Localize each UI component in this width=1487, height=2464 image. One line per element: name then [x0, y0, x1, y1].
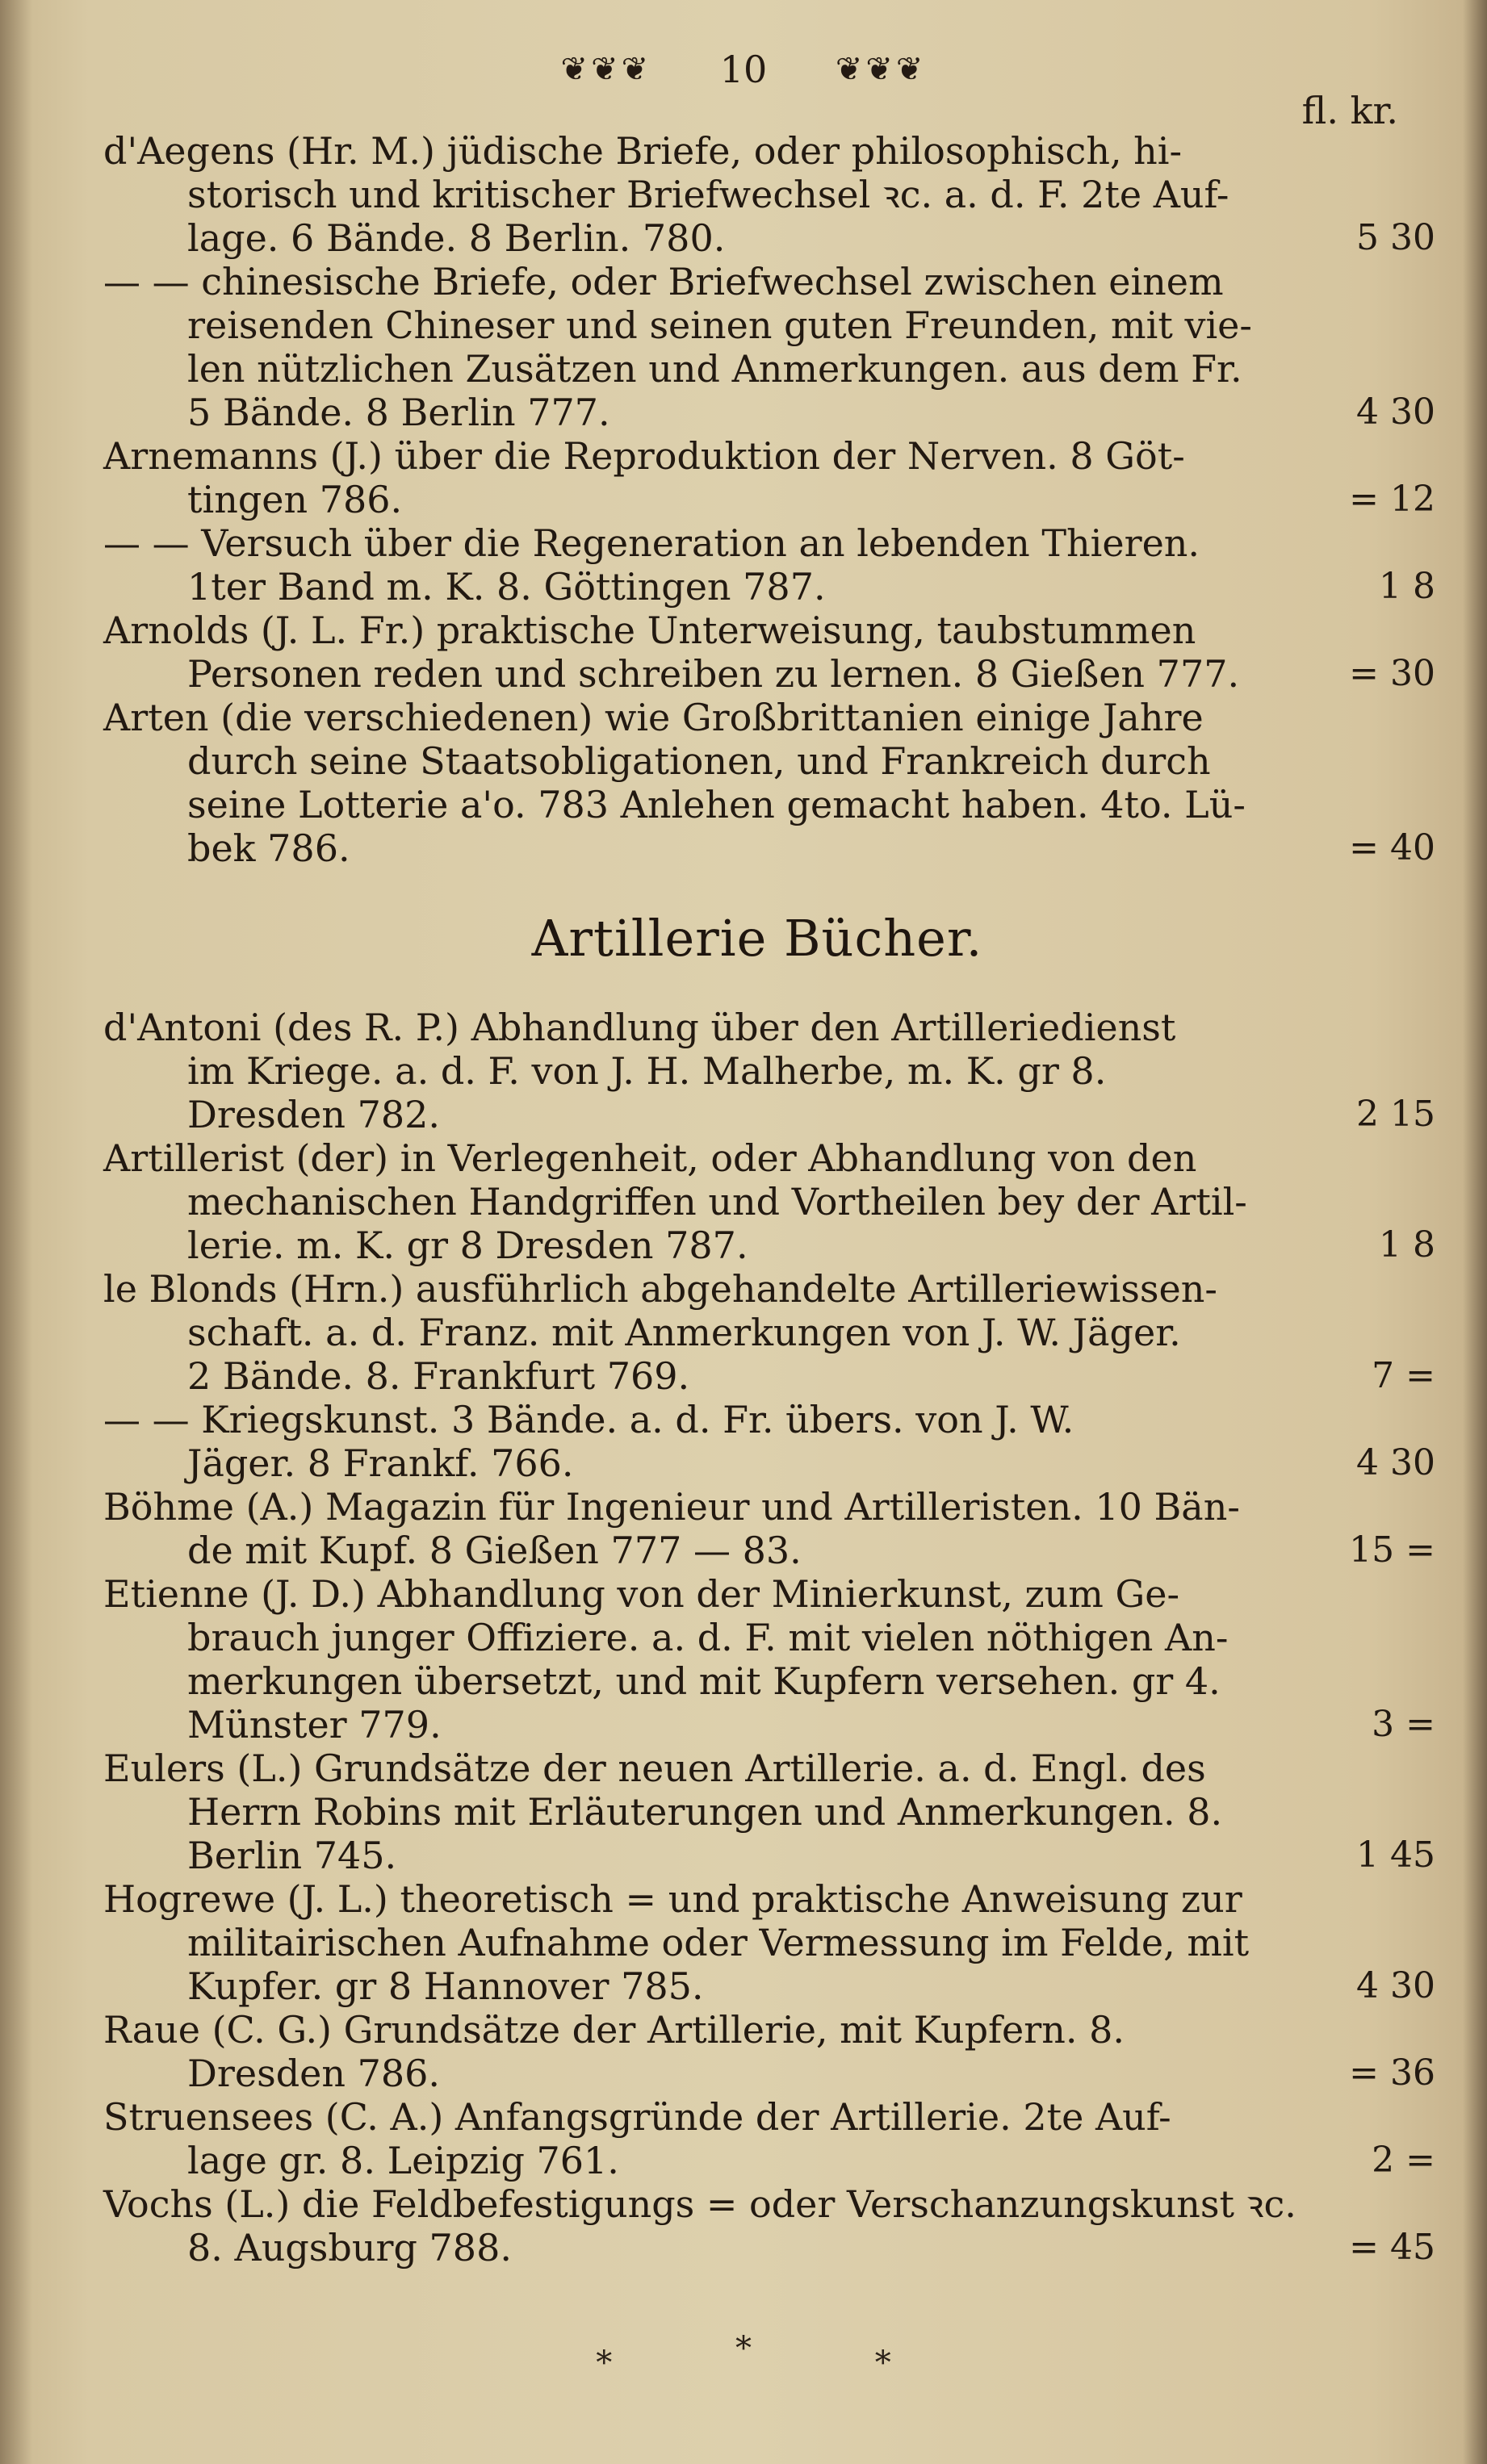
entry-price: 2 =: [1372, 2140, 1435, 2181]
entry-line: lage. 6 Bände. 8 Berlin. 780.: [187, 216, 726, 260]
entry-line: 8. Augsburg 788.: [187, 2226, 512, 2269]
section-title: Artillerie Bücher.: [531, 909, 983, 968]
entry-line: Dresden 782.: [187, 1093, 441, 1136]
entry-line: Münster 779.: [187, 1703, 442, 1747]
entry-line: tingen 786.: [187, 478, 403, 521]
entry-line: Dresden 786.: [187, 2052, 441, 2095]
page-number: 10: [719, 48, 768, 91]
entry-line: 1ter Band m. K. 8. Göttingen 787.: [187, 565, 826, 609]
entry-line: Herrn Robins mit Erläuterungen und Anmerkungen. 8.: [187, 1790, 1223, 1834]
entry-line: brauch junger Offiziere. a. d. F. mit vielen nöthigen An-: [187, 1616, 1229, 1659]
entry-line: — — Kriegskunst. 3 Bände. a. d. Fr. übers. von J. W.: [103, 1398, 1074, 1441]
entry-price: = 36: [1349, 2052, 1435, 2094]
entry-line: Artillerist (der) in Verlegenheit, oder Abhandlung von den: [103, 1136, 1197, 1180]
entry-line: Berlin 745.: [187, 1834, 397, 1877]
entry-line: Arnolds (J. L. Fr.) praktische Unterweisung, taubstummen: [103, 609, 1196, 652]
entry-line: le Blonds (Hrn.) ausführlich abgehandelte Artilleriewissen-: [103, 1267, 1217, 1311]
entry-price: 1 45: [1356, 1834, 1435, 1876]
entry-price: = 30: [1349, 653, 1435, 694]
entry-price: 1 8: [1379, 566, 1435, 607]
entry-line: bek 786.: [187, 826, 350, 870]
catalog-entry: [103, 1136, 1435, 1267]
entry-price: = 12: [1349, 479, 1435, 520]
entry-price: 1 8: [1379, 1224, 1435, 1265]
entry-line: seine Lotterie a'o. 783 Anlehen gemacht haben. 4to. Lü-: [187, 783, 1246, 826]
catalog-entry: [103, 260, 1435, 434]
entry-line: Struensees (C. A.) Anfangsgründe der Artillerie. 2te Auf-: [103, 2095, 1171, 2139]
catalog-content: [103, 129, 1435, 2269]
ornament-right: ❦❦❦: [835, 51, 927, 88]
entry-line: Böhme (A.) Magazin für Ingenieur und Artilleristen. 10 Bän-: [103, 1485, 1240, 1529]
entry-line: Eulers (L.) Grundsätze der neuen Artillerie. a. d. Engl. des: [103, 1747, 1206, 1790]
entry-line: reisenden Chineser und seinen guten Freunden, mit vie-: [187, 303, 1252, 347]
entry-price: = 40: [1349, 827, 1435, 868]
entry-line: 5 Bände. 8 Berlin 777.: [187, 391, 610, 434]
catalog-entry: [103, 696, 1435, 870]
entry-line: schaft. a. d. Franz. mit Anmerkungen von J. W. Jäger.: [187, 1311, 1181, 1354]
entry-line: Vochs (L.) die Feldbefestigungs = oder Verschanzungskunst ꝛc.: [103, 2182, 1296, 2226]
catalog-entry: [103, 1572, 1435, 1747]
entry-price: 4 30: [1356, 391, 1435, 433]
entry-line: lerie. m. K. gr 8 Dresden 787.: [187, 1224, 748, 1267]
entry-line: merkungen übersetzt, und mit Kupfern versehen. gr 4.: [187, 1659, 1221, 1703]
entry-line: d'Antoni (des R. P.) Abhandlung über den Artilleriedienst: [103, 1006, 1176, 1049]
footer-star-right: *: [874, 2345, 891, 2382]
catalog-entry: [103, 1747, 1435, 1877]
entry-price: = 45: [1349, 2227, 1435, 2268]
entry-line: len nützlichen Zusätzen und Anmerkungen. aus dem Fr.: [187, 347, 1242, 391]
page-footer: [0, 2330, 1487, 2382]
catalog-entry: [103, 521, 1435, 609]
catalog-entry: [103, 609, 1435, 696]
entry-line: Personen reden und schreiben zu lernen. 8 Gießen 777.: [187, 652, 1240, 696]
entry-line: durch seine Staatsobligationen, und Frankreich durch: [187, 739, 1211, 783]
catalog-entry: [103, 1485, 1435, 1572]
ornament-left: ❦❦❦: [560, 51, 652, 88]
entry-line: Arten (die verschiedenen) wie Großbrittanien einige Jahre: [103, 696, 1204, 739]
catalog-entry: [103, 2008, 1435, 2095]
entry-price: 2 15: [1356, 1094, 1435, 1135]
entry-line: Kupfer. gr 8 Hannover 785.: [187, 1964, 704, 2008]
footer-star-left: *: [596, 2345, 613, 2382]
entry-line: Hogrewe (J. L.) theoretisch = und praktische Anweisung zur: [103, 1877, 1242, 1921]
entry-line: — — chinesische Briefe, oder Briefwechsel zwischen einem: [103, 260, 1224, 303]
entry-line: Raue (C. G.) Grundsätze der Artillerie, mit Kupfern. 8.: [103, 2008, 1125, 2052]
catalog-entry: [103, 129, 1435, 260]
footer-star-middle: *: [735, 2330, 752, 2367]
catalog-entry: [103, 1398, 1435, 1485]
page-header: [0, 44, 1487, 93]
entries-general: [103, 129, 1435, 870]
catalog-entry: [103, 434, 1435, 521]
entry-line: — — Versuch über die Regeneration an lebenden Thieren.: [103, 521, 1200, 565]
catalog-entry: [103, 1877, 1435, 2008]
entry-line: de mit Kupf. 8 Gießen 777 — 83.: [187, 1529, 802, 1572]
entry-price: 15 =: [1349, 1529, 1435, 1571]
catalog-entry: [103, 1006, 1435, 1136]
entry-line: Jäger. 8 Frankf. 766.: [187, 1441, 574, 1485]
catalog-entry: [103, 1267, 1435, 1398]
entry-line: mechanischen Handgriffen und Vortheilen bey der Artil-: [187, 1180, 1247, 1224]
entry-line: lage gr. 8. Leipzig 761.: [187, 2139, 619, 2182]
currency-header: fl. kr.: [1301, 89, 1398, 132]
entry-price: 7 =: [1372, 1355, 1435, 1396]
entry-line: d'Aegens (Hr. M.) jüdische Briefe, oder philosophisch, hi-: [103, 129, 1183, 173]
entry-line: im Kriege. a. d. F. von J. H. Malherbe, m. K. gr 8.: [187, 1049, 1107, 1093]
entry-line: Arnemanns (J.) über die Reproduktion der Nerven. 8 Göt-: [103, 434, 1185, 478]
catalog-entry: [103, 2095, 1435, 2182]
entries-artillery: [103, 1006, 1435, 2269]
entry-line: storisch und kritischer Briefwechsel ꝛc. a. d. F. 2te Auf-: [187, 173, 1229, 216]
catalog-entry: [103, 2182, 1435, 2269]
entry-line: militairischen Aufnahme oder Vermessung im Felde, mit: [187, 1921, 1250, 1964]
entry-price: 4 30: [1356, 1965, 1435, 2006]
entry-line: 2 Bände. 8. Frankfurt 769.: [187, 1354, 690, 1398]
entry-line: Etienne (J. D.) Abhandlung von der Minierkunst, zum Ge-: [103, 1572, 1180, 1616]
entry-price: 4 30: [1356, 1442, 1435, 1483]
entry-price: 3 =: [1372, 1704, 1435, 1745]
entry-price: 5 30: [1356, 217, 1435, 258]
